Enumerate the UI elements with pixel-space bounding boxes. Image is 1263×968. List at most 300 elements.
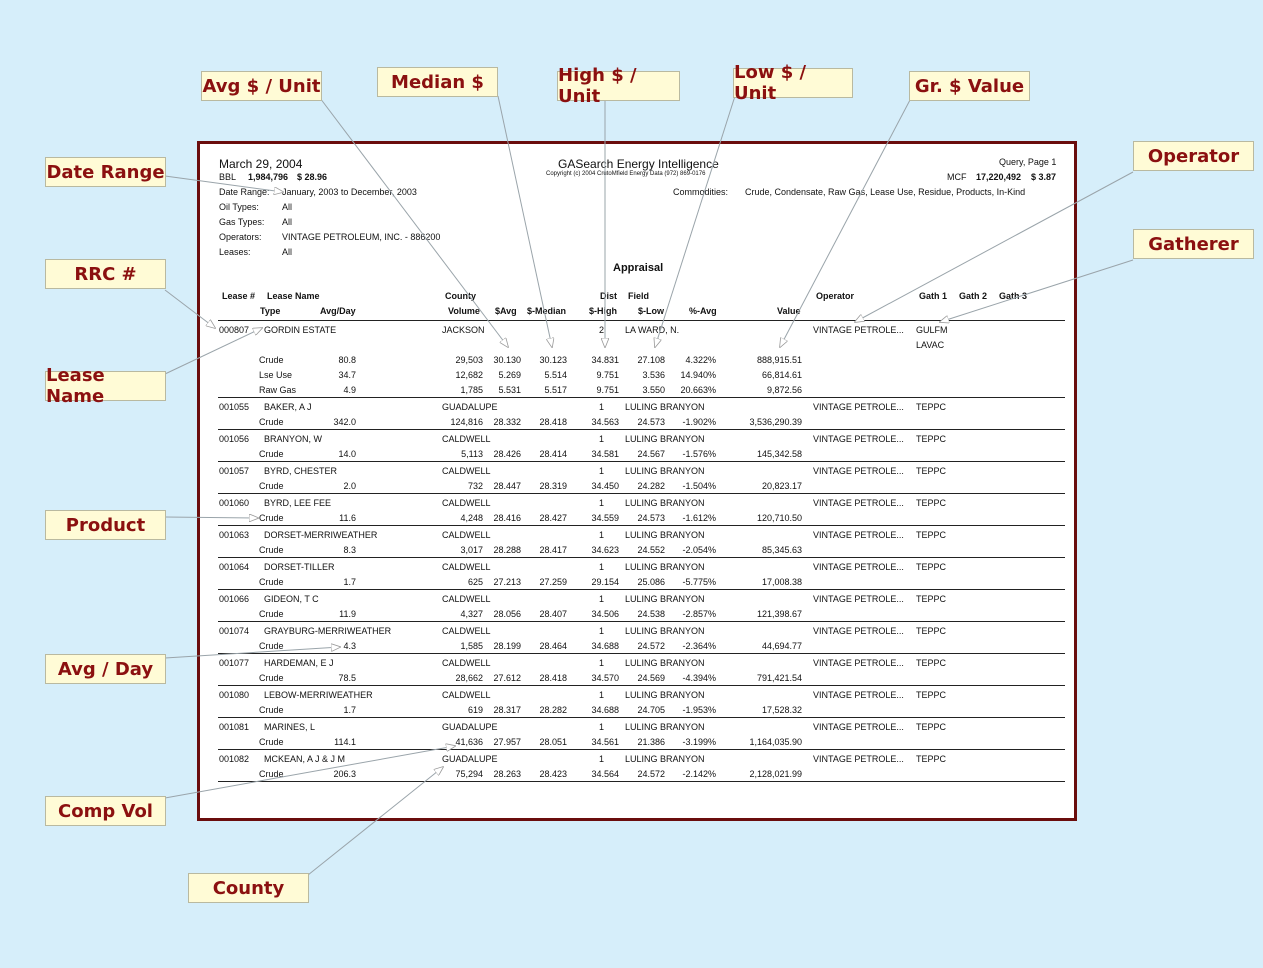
filter-label: Date Range: — [219, 187, 270, 197]
product-high: 9.751 — [596, 385, 619, 395]
product-median: 28.051 — [539, 737, 567, 747]
product-median: 30.123 — [539, 355, 567, 365]
filter-value: VINTAGE PETROLEUM, INC. - 886200 — [282, 232, 441, 242]
row-divider — [218, 397, 1065, 398]
lease-row — [200, 626, 1074, 638]
lease-field: LULING BRANYON — [625, 626, 705, 636]
product-high: 34.450 — [591, 481, 619, 491]
product-type: Crude — [259, 769, 284, 779]
product-volume: 625 — [467, 577, 483, 587]
lease-county: CALDWELL — [442, 658, 491, 668]
product-value: 791,421.54 — [756, 673, 802, 683]
product-value: 120,710.50 — [756, 513, 802, 523]
lease-name: DORSET-MERRIWEATHER — [264, 530, 378, 540]
col-volume: Volume — [448, 306, 480, 316]
product-high: 34.563 — [591, 417, 619, 427]
product-low: 24.569 — [637, 673, 665, 683]
product-value: 20,823.17 — [761, 481, 802, 491]
lease-name: HARDEMAN, E J — [264, 658, 334, 668]
product-avg-day: 114.1 — [334, 737, 356, 747]
product-pct-avg: -1.612% — [682, 513, 716, 523]
lease-dist: 1 — [598, 690, 604, 700]
lease-number: 001055 — [219, 402, 250, 412]
product-volume: 732 — [467, 481, 483, 491]
lease-name: GORDIN ESTATE — [264, 325, 337, 335]
lease-name: GRAYBURG-MERRIWEATHER — [264, 626, 392, 636]
product-avg-day: 11.6 — [339, 513, 356, 523]
product-low: 24.573 — [637, 513, 665, 523]
lease-gatherer-1: TEPPC — [916, 498, 947, 508]
product-median: 28.319 — [539, 481, 567, 491]
lease-operator: VINTAGE PETROLE... — [813, 722, 904, 732]
product-avg-day: 206.3 — [333, 769, 356, 779]
product-volume: 4,327 — [460, 609, 483, 619]
product-high: 34.564 — [591, 769, 619, 779]
product-avg: 5.531 — [498, 385, 521, 395]
product-median: 5.514 — [544, 370, 567, 380]
lease-operator: VINTAGE PETROLE... — [813, 594, 904, 604]
row-divider — [218, 320, 1065, 321]
product-low: 24.282 — [637, 481, 665, 491]
col-pct-avg: %-Avg — [689, 306, 717, 316]
product-value: 85,345.63 — [761, 545, 802, 555]
col-value: Value — [777, 306, 801, 316]
col-median: $-Median — [527, 306, 567, 316]
lease-row — [200, 466, 1074, 478]
mcf-label: MCF — [947, 172, 967, 182]
product-low: 24.572 — [637, 641, 665, 651]
product-avg: 28.426 — [493, 449, 521, 459]
product-high: 34.688 — [591, 705, 619, 715]
product-avg: 28.332 — [493, 417, 521, 427]
product-median: 28.282 — [539, 705, 567, 715]
product-median: 28.418 — [539, 417, 567, 427]
product-volume: 5,113 — [461, 449, 483, 459]
product-type: Crude — [259, 609, 284, 619]
row-divider — [218, 749, 1065, 750]
product-avg-day: 4.9 — [343, 385, 356, 395]
product-row — [200, 673, 1074, 685]
mcf-price: $ 3.87 — [1031, 172, 1057, 182]
product-avg: 28.416 — [493, 513, 521, 523]
product-pct-avg: 14.940% — [680, 370, 716, 380]
lease-row — [200, 434, 1074, 446]
lease-operator: VINTAGE PETROLE... — [813, 530, 904, 540]
product-median: 27.259 — [539, 577, 567, 587]
col-county: County — [445, 291, 476, 301]
product-high: 34.506 — [591, 609, 619, 619]
lease-field: LULING BRANYON — [625, 466, 705, 476]
lease-gatherer-1: TEPPC — [916, 754, 947, 764]
lease-row — [200, 722, 1074, 734]
callout-operator: Operator — [1133, 141, 1254, 171]
product-median: 28.423 — [539, 769, 567, 779]
lease-county: CALDWELL — [442, 562, 491, 572]
callout-date-range: Date Range — [45, 157, 166, 187]
col-type: Type — [260, 306, 281, 316]
lease-row — [200, 562, 1074, 574]
commodities-label: Commodities: — [673, 187, 729, 197]
report-title: GASearch Energy Intelligence — [558, 157, 719, 171]
product-value: 145,342.58 — [756, 449, 802, 459]
lease-name: GIDEON, T C — [264, 594, 319, 604]
product-low: 24.552 — [637, 545, 665, 555]
lease-row — [200, 325, 1074, 337]
lease-row — [200, 530, 1074, 542]
lease-gatherer-1: TEPPC — [916, 594, 947, 604]
product-row — [200, 417, 1074, 429]
lease-number: 001060 — [219, 498, 250, 508]
product-row — [200, 577, 1074, 589]
filter-label: Leases: — [219, 247, 251, 257]
product-value: 17,528.32 — [761, 705, 802, 715]
lease-dist: 1 — [598, 402, 604, 412]
filter-label: Gas Types: — [219, 217, 265, 227]
callout-median: Median $ — [377, 67, 498, 97]
row-divider — [218, 621, 1065, 622]
product-avg-day: 342.0 — [333, 417, 356, 427]
lease-field: LULING BRANYON — [625, 658, 705, 668]
col-high: $-High — [589, 306, 617, 316]
product-low: 24.538 — [637, 609, 665, 619]
report-date: March 29, 2004 — [219, 157, 303, 171]
lease-dist: 1 — [598, 626, 604, 636]
lease-number: 000807 — [219, 325, 250, 335]
product-high: 34.570 — [591, 673, 619, 683]
lease-name: MCKEAN, A J & J M — [264, 754, 346, 764]
gatherer-row — [200, 340, 1074, 352]
row-divider — [218, 557, 1065, 558]
product-avg: 28.056 — [493, 609, 521, 619]
lease-name: BYRD, LEE FEE — [264, 498, 332, 508]
product-avg: 28.447 — [493, 481, 521, 491]
lease-row — [200, 594, 1074, 606]
row-divider — [218, 717, 1065, 718]
lease-row — [200, 754, 1074, 766]
lease-row — [200, 402, 1074, 414]
product-volume: 1,785 — [460, 385, 483, 395]
bbl-value: 1,984,796 — [248, 172, 289, 182]
col-gath1: Gath 1 — [919, 291, 948, 301]
filter-value: All — [282, 217, 293, 227]
product-low: 27.108 — [637, 355, 665, 365]
lease-dist: 1 — [598, 434, 604, 444]
product-value: 66,814.61 — [761, 370, 802, 380]
product-avg-day: 80.8 — [338, 355, 356, 365]
callout-avg-unit: Avg $ / Unit — [201, 71, 322, 101]
product-type: Crude — [259, 641, 284, 651]
lease-gatherer-1: TEPPC — [916, 690, 947, 700]
lease-gatherer-1: TEPPC — [916, 722, 947, 732]
lease-field: LULING BRANYON — [625, 434, 705, 444]
lease-operator: VINTAGE PETROLE... — [813, 562, 904, 572]
row-divider — [218, 429, 1065, 430]
lease-dist: 1 — [598, 594, 604, 604]
product-row — [200, 641, 1074, 653]
product-median: 28.427 — [539, 513, 567, 523]
row-divider — [218, 685, 1065, 686]
product-volume: 124,816 — [450, 417, 483, 427]
lease-county: CALDWELL — [442, 594, 491, 604]
product-pct-avg: -5.775% — [682, 577, 716, 587]
product-pct-avg: 4.322% — [685, 355, 716, 365]
lease-operator: VINTAGE PETROLE... — [813, 690, 904, 700]
lease-operator: VINTAGE PETROLE... — [813, 498, 904, 508]
product-pct-avg: -1.504% — [682, 481, 716, 491]
product-volume: 3,017 — [460, 545, 483, 555]
product-avg-day: 2.0 — [343, 481, 356, 491]
lease-gatherer-1: TEPPC — [916, 434, 947, 444]
product-median: 28.464 — [539, 641, 567, 651]
lease-dist: 1 — [598, 754, 604, 764]
lease-name: BAKER, A J — [264, 402, 312, 412]
product-avg: 28.263 — [493, 769, 521, 779]
lease-name: MARINES, L — [264, 722, 316, 732]
product-value: 9,872.56 — [766, 385, 802, 395]
row-divider — [218, 781, 1065, 782]
product-low: 24.705 — [637, 705, 665, 715]
product-type: Crude — [259, 737, 284, 747]
product-volume: 4,248 — [460, 513, 483, 523]
product-type: Crude — [259, 449, 284, 459]
product-low: 24.567 — [637, 449, 665, 459]
lease-county: GUADALUPE — [442, 722, 498, 732]
product-type: Crude — [259, 673, 284, 683]
row-divider — [218, 589, 1065, 590]
filter-value: All — [282, 202, 293, 212]
product-type: Lse Use — [259, 370, 293, 380]
product-avg-day: 14.0 — [338, 449, 356, 459]
filter-value: All — [282, 247, 293, 257]
product-pct-avg: -1.576% — [682, 449, 716, 459]
lease-name: LEBOW-MERRIWEATHER — [264, 690, 373, 700]
product-avg-day: 4.3 — [343, 641, 356, 651]
product-pct-avg: -2.364% — [682, 641, 716, 651]
lease-operator: VINTAGE PETROLE... — [813, 466, 904, 476]
lease-dist: 1 — [598, 530, 604, 540]
row-divider — [218, 525, 1065, 526]
product-type: Crude — [259, 705, 284, 715]
product-low: 24.573 — [637, 417, 665, 427]
product-avg: 28.199 — [493, 641, 521, 651]
product-high: 34.831 — [591, 355, 619, 365]
product-pct-avg: -4.394% — [682, 673, 716, 683]
lease-county: JACKSON — [442, 325, 485, 335]
lease-county: CALDWELL — [442, 498, 491, 508]
product-type: Crude — [259, 513, 284, 523]
product-high: 9.751 — [596, 370, 619, 380]
col-lease-no: Lease # — [222, 291, 256, 301]
lease-number: 001080 — [219, 690, 250, 700]
lease-field: LULING BRANYON — [625, 754, 705, 764]
product-pct-avg: -3.199% — [682, 737, 716, 747]
product-pct-avg: 20.663% — [680, 385, 716, 395]
product-pct-avg: -2.142% — [682, 769, 716, 779]
product-volume: 28,662 — [455, 673, 483, 683]
product-row — [200, 370, 1074, 382]
product-volume: 29,503 — [455, 355, 483, 365]
lease-field: LULING BRANYON — [625, 562, 705, 572]
product-row — [200, 355, 1074, 367]
lease-gatherer-1: TEPPC — [916, 626, 947, 636]
lease-number: 001081 — [219, 722, 250, 732]
product-pct-avg: -2.857% — [682, 609, 716, 619]
product-row — [200, 481, 1074, 493]
product-row — [200, 449, 1074, 461]
product-high: 34.561 — [591, 737, 619, 747]
callout-gr-value: Gr. $ Value — [909, 71, 1030, 101]
lease-operator: VINTAGE PETROLE... — [813, 658, 904, 668]
col-field: Field — [628, 291, 650, 301]
product-value: 888,915.51 — [756, 355, 802, 365]
product-avg-day: 34.7 — [338, 370, 356, 380]
lease-field: LULING BRANYON — [625, 690, 705, 700]
product-type: Crude — [259, 545, 284, 555]
lease-dist: 1 — [598, 722, 604, 732]
product-row — [200, 385, 1074, 397]
lease-gatherer-1: TEPPC — [916, 658, 947, 668]
lease-number: 001056 — [219, 434, 250, 444]
section-title: Appraisal — [613, 262, 664, 274]
lease-gatherer-2: LAVAC — [916, 340, 945, 350]
filter-label: Oil Types: — [219, 202, 259, 212]
product-low: 3.536 — [642, 370, 665, 380]
query-page: Query, Page 1 — [999, 157, 1057, 167]
callout-high-unit: High $ / Unit — [557, 71, 680, 101]
lease-operator: VINTAGE PETROLE... — [813, 434, 904, 444]
bbl-price: $ 28.96 — [297, 172, 328, 182]
lease-gatherer-1: TEPPC — [916, 530, 947, 540]
product-volume: 41,636 — [455, 737, 483, 747]
product-value: 44,694.77 — [761, 641, 802, 651]
product-high: 29.154 — [591, 577, 619, 587]
product-median: 28.417 — [539, 545, 567, 555]
product-pct-avg: -2.054% — [682, 545, 716, 555]
col-low: $-Low — [638, 306, 664, 316]
lease-dist: 1 — [598, 498, 604, 508]
filter-label: Operators: — [219, 232, 262, 242]
col-gath3: Gath 3 — [999, 291, 1028, 301]
product-value: 121,398.67 — [756, 609, 802, 619]
row-divider — [218, 461, 1065, 462]
lease-number: 001082 — [219, 754, 250, 764]
callout-comp-vol: Comp Vol — [45, 796, 166, 826]
product-avg: 27.957 — [493, 737, 521, 747]
product-avg: 28.288 — [493, 545, 521, 555]
lease-dist: 2 — [598, 325, 604, 335]
product-row — [200, 769, 1074, 781]
lease-gatherer-1: TEPPC — [916, 466, 947, 476]
lease-operator: VINTAGE PETROLE... — [813, 402, 904, 412]
product-high: 34.623 — [591, 545, 619, 555]
col-avg: $Avg — [495, 306, 517, 316]
lease-dist: 1 — [598, 562, 604, 572]
product-high: 34.688 — [591, 641, 619, 651]
lease-name: BYRD, CHESTER — [264, 466, 338, 476]
product-value: 3,536,290.39 — [749, 417, 802, 427]
product-high: 34.581 — [591, 449, 619, 459]
bbl-label: BBL — [219, 172, 237, 182]
product-type: Crude — [259, 577, 284, 587]
product-avg: 5.269 — [498, 370, 521, 380]
product-type: Crude — [259, 355, 284, 365]
lease-dist: 1 — [598, 466, 604, 476]
callout-gatherer: Gatherer — [1133, 229, 1254, 259]
product-low: 25.086 — [637, 577, 665, 587]
lease-name: DORSET-TILLER — [264, 562, 335, 572]
product-median: 28.407 — [539, 609, 567, 619]
mcf-value: 17,220,492 — [976, 172, 1022, 182]
product-row — [200, 737, 1074, 749]
product-type: Raw Gas — [259, 385, 297, 395]
lease-county: CALDWELL — [442, 434, 491, 444]
product-pct-avg: -1.953% — [682, 705, 716, 715]
product-volume: 75,294 — [455, 769, 483, 779]
filter-value: January, 2003 to December, 2003 — [282, 187, 417, 197]
product-row — [200, 609, 1074, 621]
product-avg: 30.130 — [493, 355, 521, 365]
product-volume: 619 — [467, 705, 483, 715]
col-gath2: Gath 2 — [959, 291, 988, 301]
row-divider — [218, 653, 1065, 654]
lease-number: 001074 — [219, 626, 250, 636]
lease-gatherer-1: TEPPC — [916, 562, 947, 572]
product-row — [200, 545, 1074, 557]
product-type: Crude — [259, 481, 284, 491]
callout-low-unit: Low $ / Unit — [733, 68, 853, 98]
lease-field: LULING BRANYON — [625, 594, 705, 604]
callout-product: Product — [45, 510, 166, 540]
product-avg-day: 78.5 — [338, 673, 356, 683]
lease-dist: 1 — [598, 658, 604, 668]
lease-number: 001064 — [219, 562, 250, 572]
product-low: 24.572 — [637, 769, 665, 779]
lease-county: GUADALUPE — [442, 754, 498, 764]
lease-operator: VINTAGE PETROLE... — [813, 754, 904, 764]
product-median: 5.517 — [544, 385, 567, 395]
product-value: 2,128,021.99 — [749, 769, 802, 779]
product-volume: 1,585 — [460, 641, 483, 651]
product-avg: 28.317 — [493, 705, 521, 715]
product-avg-day: 8.3 — [343, 545, 356, 555]
row-divider — [218, 493, 1065, 494]
report-copyright: Copyright (c) 2004 CrutoMfield Energy Data (972) 869-0176 — [546, 171, 706, 177]
product-avg: 27.213 — [493, 577, 521, 587]
product-value: 1,164,035.90 — [749, 737, 802, 747]
callout-lease-name: Lease Name — [45, 371, 166, 401]
col-dist: Dist — [600, 291, 618, 301]
appraisal-report — [197, 141, 1077, 821]
product-pct-avg: -1.902% — [682, 417, 716, 427]
lease-field: LULING BRANYON — [625, 530, 705, 540]
lease-gatherer-1: GULFM — [916, 325, 948, 335]
commodities-value: Crude, Condensate, Raw Gas, Lease Use, Residue, Products, In-Kind — [745, 187, 1026, 197]
product-volume: 12,682 — [455, 370, 483, 380]
lease-gatherer-1: TEPPC — [916, 402, 947, 412]
product-avg-day: 11.9 — [339, 609, 356, 619]
lease-county: CALDWELL — [442, 466, 491, 476]
lease-row — [200, 658, 1074, 670]
product-type: Crude — [259, 417, 284, 427]
product-median: 28.418 — [539, 673, 567, 683]
product-row — [200, 705, 1074, 717]
product-avg-day: 1.7 — [343, 705, 356, 715]
product-median: 28.414 — [539, 449, 567, 459]
lease-operator: VINTAGE PETROLE... — [813, 626, 904, 636]
lease-row — [200, 690, 1074, 702]
callout-avg-day: Avg / Day — [45, 654, 166, 684]
product-avg-day: 1.7 — [343, 577, 356, 587]
